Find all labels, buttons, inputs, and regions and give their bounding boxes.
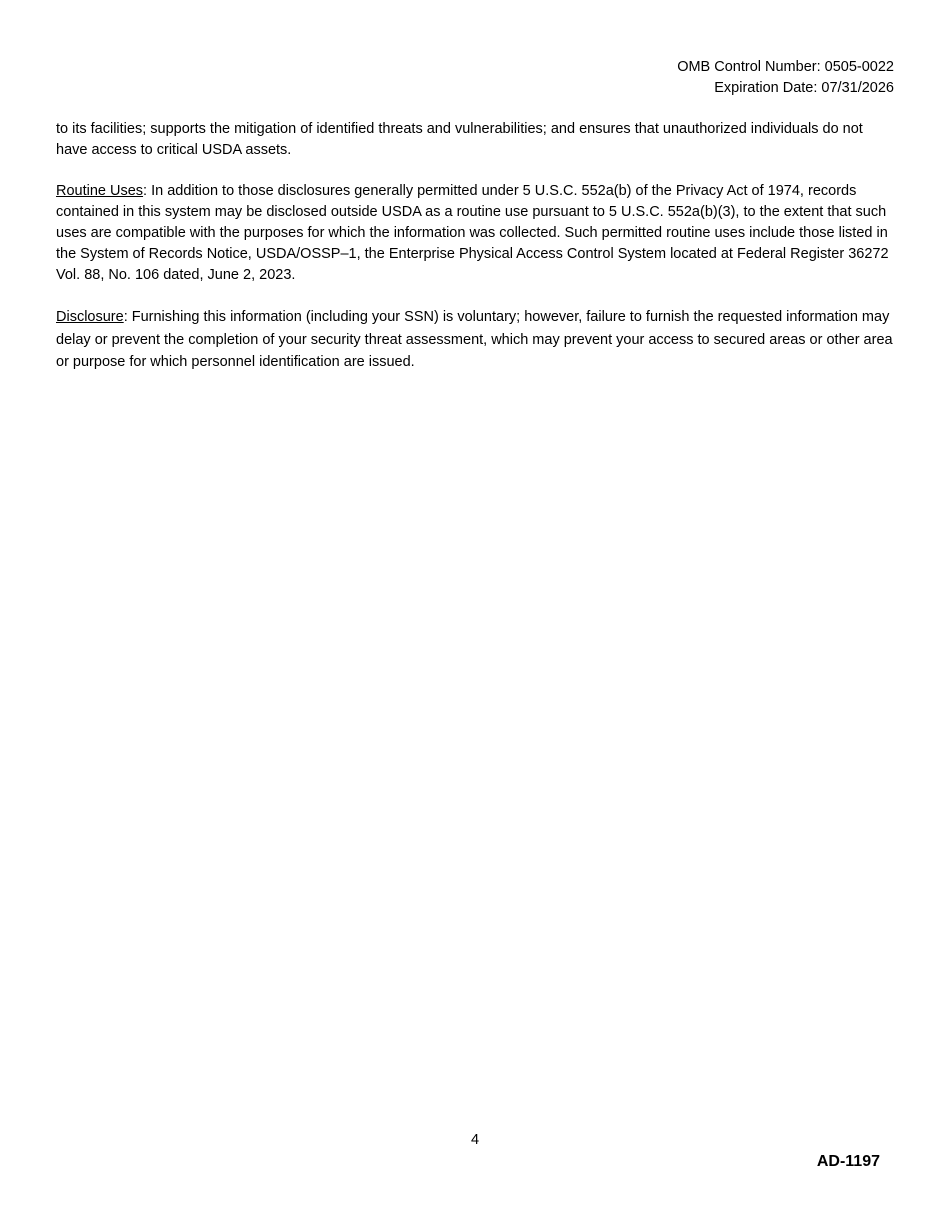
form-id: AD-1197 xyxy=(816,1153,880,1170)
disclosure-paragraph xyxy=(56,306,896,374)
routine-uses-paragraph xyxy=(56,181,896,286)
routine-uses-heading: Routine Uses xyxy=(56,183,144,199)
expiration-date: Expiration Date: 07/31/2026 xyxy=(714,80,894,96)
intro-paragraph: to its facilities; supports the mitigation of identified threats and vulnerabilities; and ensures that unauthorized individuals do not have access to critical USDA assets. xyxy=(56,121,863,158)
routine-uses-text: : In addition to those disclosures generally permitted under 5 U.S.C. 552a(b) of the Privacy Act of 1974, records contained in this system may be disclosed outside USDA as a routine use pursuant to 5 U.S.C. 552a(b)(3), to the extent that such uses are compatible with the purposes for which the information was collected. Such permitted routine uses include those listed in the System of Records Notice, USDA/OSSP–1, the Enterprise Physical Access Control System located at Federal Register 36272 Vol. 88, No. 106 dated, June 2, 2023. xyxy=(56,183,889,283)
disclosure-text: : Furnishing this information (including your SSN) is voluntary; however, failure to furnish the requested information may delay or prevent the completion of your security threat assessment, which may prevent your access to secured areas or other area or purpose for which personnel identification are issued. xyxy=(56,309,893,370)
omb-header xyxy=(677,57,894,99)
disclosure-heading: Disclosure xyxy=(56,309,124,325)
page-number: 4 xyxy=(470,1132,480,1148)
omb-control-number: OMB Control Number: 0505-0022 xyxy=(677,59,894,75)
document-body xyxy=(56,119,896,394)
